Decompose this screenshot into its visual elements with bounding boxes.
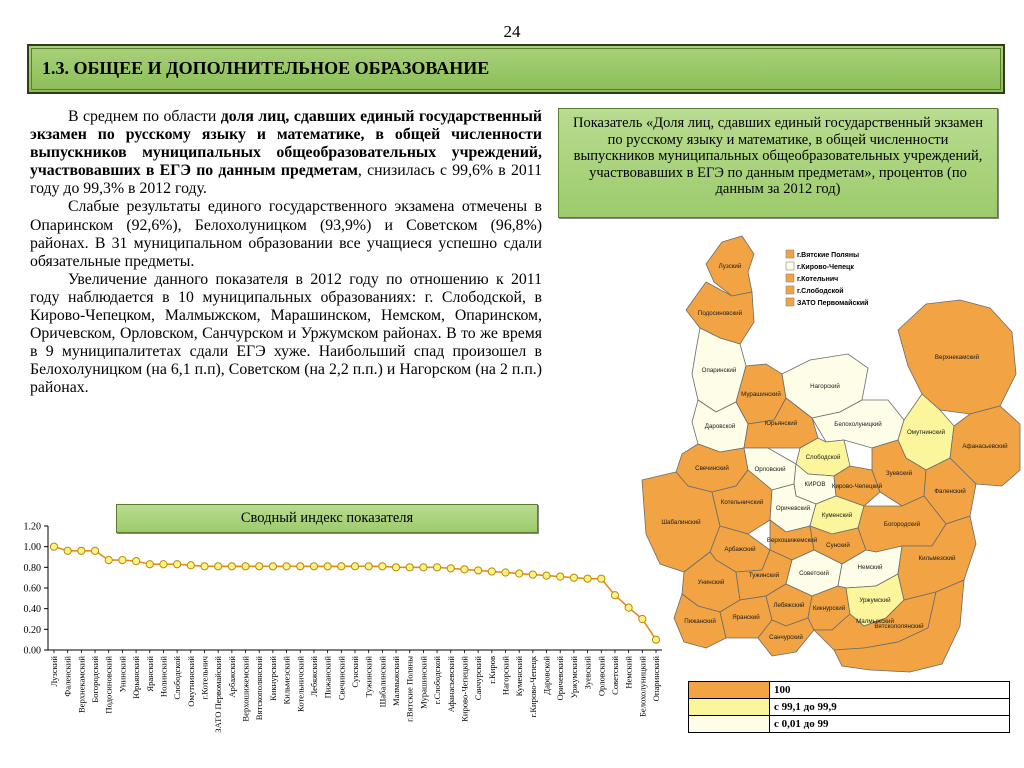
- x-tick-label: Арбажский: [226, 656, 237, 698]
- map-region-label: Пижанский: [684, 618, 716, 625]
- map-region-label: Омутнинский: [906, 429, 946, 436]
- x-tick-label: Шабалинский: [377, 656, 388, 708]
- data-point: [146, 561, 153, 568]
- map-region-label: Верхнекамский: [934, 354, 980, 361]
- data-point: [50, 543, 57, 550]
- x-tick-label: Советский: [609, 656, 620, 695]
- x-tick-label: Верхнекамский: [76, 656, 87, 714]
- map-region-label: Зуевский: [885, 470, 913, 477]
- x-tick-label: Сунский: [350, 656, 360, 688]
- x-tick-label: Фаленский: [62, 656, 73, 697]
- summary-index-chart: [0, 518, 670, 768]
- section-title: 1.3. ОБЩЕЕ И ДОПОЛНИТЕЛЬНОЕ ОБРАЗОВАНИЕ: [42, 58, 490, 78]
- paragraph-1: В среднем по области доля лиц, сдавших единый государственный экзамен по русскому языку и математике, в общей численности выпускников муниципальных общеобразовательных учреждений, участвовавших в ЕГЭ по данным предметам, снизилась с 99,6% в 2011 году до 99,3% в 2012 году.: [30, 108, 543, 198]
- summary-index-caption: Сводный индекс показателя: [116, 504, 538, 533]
- section-header: [27, 44, 1005, 94]
- data-point: [256, 563, 263, 570]
- map-region-label: Подосиновский: [697, 310, 743, 317]
- y-tick-label: 1.20: [23, 521, 41, 533]
- map-region-label: Орловский: [754, 466, 786, 473]
- paragraph-2: Слабые результаты единого государственного экзамена отмечены в Опаринском (92,6%), Белохолуницком (93,9%) и Советском (96,8%) районах. В 31 муниципальном образовании все учащиеся успешно сдали обязательные предметы.: [30, 198, 542, 270]
- data-point: [64, 547, 71, 554]
- x-tick-label: Нагорский: [500, 656, 511, 696]
- city-legend-label: ЗАТО Первомайский: [797, 300, 869, 307]
- data-point: [78, 547, 85, 554]
- legend-label: с 0,01 до 99: [770, 716, 1010, 733]
- y-tick-label: 0.80: [23, 562, 41, 574]
- map-region-label: Богородский: [883, 521, 921, 528]
- map-region-label: Нагорский: [810, 383, 840, 390]
- x-tick-label: Богородский: [90, 656, 101, 703]
- data-point: [433, 564, 440, 571]
- data-point: [160, 561, 167, 568]
- map-region-label: Яранский: [732, 614, 760, 621]
- map-region-label: Арбажский: [724, 546, 756, 553]
- legend-swatch: [689, 716, 770, 733]
- x-tick-label: Куменский: [514, 656, 525, 697]
- paragraph-3: Увеличение данного показателя в 2012 году по отношению к 2011 году наблюдается в 10 муниципальных образованиях: г. Слободской, в Кирово-Чепецком, Малмыжском, Марашинском, Немском, Опаринском, Оричевском, Орловском, Санчурском и Уржумском районах. В то же время в 9 муниципалитетах сдали ЕГЭ хуже. Наибольший спад произошел в Белохолуницком (на 6,1 п.п), Советском (на 2,2 п.п.) и Нагорском (на 2 п.п.) районах.: [30, 270, 542, 397]
- x-tick-label: Лузский: [49, 656, 59, 687]
- x-tick-label: Зуевский: [582, 656, 593, 690]
- data-point: [598, 575, 605, 582]
- map-region-label: Лузский: [718, 263, 742, 270]
- data-point: [201, 563, 208, 570]
- map-region-label: Оричевский: [775, 505, 811, 512]
- legend-row: [689, 682, 1010, 699]
- x-tick-label: Нолинский: [158, 656, 169, 698]
- map-region-label: Белохолуницкий: [834, 421, 882, 428]
- data-point: [174, 561, 181, 568]
- legend-label: с 99,1 до 99,9: [770, 699, 1010, 716]
- map-region-label: Малмыжский: [856, 618, 894, 625]
- x-tick-label: Слободской: [172, 656, 183, 700]
- map-region-label: Санчурский: [769, 634, 803, 641]
- map-region-label: Кирово-Чепецкий: [831, 483, 883, 490]
- data-point: [447, 565, 454, 572]
- data-point: [228, 563, 235, 570]
- data-point: [570, 574, 577, 581]
- data-point: [365, 563, 372, 570]
- x-tick-label: г.Вятские Поляны: [404, 656, 415, 722]
- y-tick-label: 0.60: [23, 583, 41, 595]
- map-region-label: Афанасьевский: [962, 443, 1008, 450]
- city-legend-swatch: [786, 274, 794, 282]
- series-line: [54, 547, 656, 640]
- legend-swatch: [689, 699, 770, 716]
- map-region-label: Котельничский: [720, 499, 764, 506]
- y-tick-label: 0.20: [23, 624, 41, 636]
- map-legend: [688, 681, 1010, 733]
- city-legend-swatch: [786, 286, 794, 294]
- data-point: [584, 575, 591, 582]
- map-region-label: Даровской: [704, 423, 736, 430]
- map-region-label: Юрьянский: [764, 420, 798, 427]
- map-region-label: Лебяжский: [773, 602, 805, 609]
- data-point: [310, 563, 317, 570]
- city-legend-swatch: [786, 250, 794, 258]
- x-tick-label: Опаринский: [651, 656, 661, 702]
- data-point: [91, 547, 98, 554]
- x-tick-label: Вятскополянский: [254, 656, 265, 721]
- map-region-label: Немский: [857, 564, 883, 571]
- map-region-label: Советский: [799, 570, 829, 577]
- map-region-label: Уржумский: [859, 597, 891, 604]
- legend-row: [689, 716, 1010, 733]
- x-tick-label: Малмыжский: [391, 656, 402, 707]
- data-point: [187, 562, 194, 569]
- city-legend-label: г.Вятские Поляны: [797, 252, 860, 259]
- x-tick-label: Орловский: [596, 656, 607, 697]
- x-tick-label: Уржумский: [568, 656, 579, 699]
- x-tick-label: г.Слободской: [432, 656, 443, 705]
- map-region-label: Шабалинский: [661, 519, 701, 526]
- x-tick-label: Лебяжский: [308, 656, 319, 697]
- data-point: [543, 572, 550, 579]
- data-point: [461, 566, 468, 573]
- x-tick-label: г.Киров: [486, 656, 497, 684]
- x-tick-label: Санчурский: [473, 656, 484, 701]
- data-point: [475, 567, 482, 574]
- x-tick-label: Подосиновский: [103, 656, 114, 714]
- x-tick-label: Даровской: [541, 656, 552, 695]
- x-tick-label: ЗАТО Первомайский: [213, 656, 224, 733]
- paragraph-1-emphasis: доля лиц, сдавших единый государственный экзамен по русскому языку и математике, в общей численности выпускников муниципальных общеобразовательных учреждений, участвовавших в ЕГЭ по данным предметам: [30, 108, 542, 180]
- data-point: [406, 564, 413, 571]
- y-tick-label: 1.00: [23, 542, 41, 554]
- x-tick-label: Афанасьевский: [445, 656, 456, 713]
- map-region-label: Фаленский: [934, 488, 966, 495]
- y-tick-label: 0.40: [23, 604, 41, 616]
- x-tick-label: Мурашинский: [418, 656, 429, 709]
- data-point: [297, 563, 304, 570]
- map-region-label: Верхошижемский: [766, 537, 818, 544]
- x-tick-label: Омутнинский: [185, 656, 196, 707]
- page-number: 24: [503, 22, 521, 41]
- map-region-label: Кикнурский: [812, 605, 846, 612]
- data-point: [119, 557, 126, 564]
- data-point: [625, 604, 632, 611]
- data-point: [557, 573, 564, 580]
- city-legend-swatch: [786, 298, 794, 306]
- x-tick-label: Кирово-Чепецкий: [459, 656, 470, 722]
- data-point: [379, 563, 386, 570]
- data-point: [242, 563, 249, 570]
- x-tick-label: Кильмезский: [281, 656, 292, 705]
- x-tick-label: Яранский: [144, 656, 155, 692]
- city-legend-label: г.Слободской: [797, 288, 844, 295]
- legend-swatch: [689, 682, 770, 699]
- data-point: [338, 563, 345, 570]
- data-point: [611, 592, 618, 599]
- x-tick-label: Тужинский: [363, 656, 374, 698]
- x-tick-label: Юрьянский: [131, 656, 142, 699]
- map-region-label: Мурашинский: [741, 391, 781, 398]
- x-tick-label: Котельничский: [295, 656, 306, 712]
- data-point: [502, 569, 509, 576]
- map-region-label: Тужинский: [748, 572, 780, 579]
- x-tick-label: Немский: [623, 656, 634, 689]
- map-region-label: Куменский: [821, 512, 853, 519]
- y-tick-label: 0.00: [23, 645, 41, 657]
- x-tick-label: Кикнурский: [267, 656, 278, 701]
- map-region-label: Опаринский: [701, 367, 737, 374]
- data-point: [132, 558, 139, 565]
- x-tick-label: г.Котельнич: [199, 656, 210, 700]
- map-region-label: КИРОВ: [804, 481, 826, 488]
- legend-label: 100: [770, 682, 1010, 699]
- data-point: [392, 564, 399, 571]
- city-legend-label: г.Котельнич: [797, 276, 839, 283]
- map-region-label: Слободской: [805, 454, 841, 461]
- x-tick-label: Свечинский: [336, 656, 347, 701]
- data-point: [324, 563, 331, 570]
- map-region-label: Свечинский: [695, 465, 729, 472]
- x-tick-label: Белохолуницкий: [637, 656, 648, 718]
- data-point: [105, 557, 112, 564]
- city-legend-swatch: [786, 262, 794, 270]
- map-region-label: Унинский: [697, 579, 725, 586]
- data-point: [488, 568, 495, 575]
- city-legend-label: г.Кирово-Чепецк: [797, 264, 854, 271]
- map-region-label: Сунский: [826, 542, 850, 549]
- indicator-caption-box: Показатель «Доля лиц, сдавших единый государственный экзамен по русскому языку и математике, в общей численности выпускников муниципальных общеобразовательных учреждений, участвовавших в ЕГЭ по данным предметам», процентов (по данным за 2012 год): [558, 108, 998, 218]
- x-tick-label: Пижанский: [322, 656, 333, 699]
- data-point: [516, 570, 523, 577]
- x-tick-label: Оричевский: [555, 656, 566, 701]
- legend-row: [689, 699, 1010, 716]
- kirov-region-map: [636, 234, 1022, 674]
- data-point: [269, 563, 276, 570]
- map-region-label: Вятскополянский: [874, 623, 924, 630]
- data-point: [351, 563, 358, 570]
- body-text: [30, 108, 542, 398]
- x-tick-label: г.Кирово-Чепецк: [527, 656, 538, 718]
- data-point: [420, 564, 427, 571]
- data-point: [215, 563, 222, 570]
- x-tick-label: Унинский: [117, 656, 128, 693]
- map-region-label: Кильмезский: [918, 555, 956, 562]
- data-point: [529, 571, 536, 578]
- data-point: [283, 563, 290, 570]
- x-tick-label: Верхошижемский: [240, 656, 251, 722]
